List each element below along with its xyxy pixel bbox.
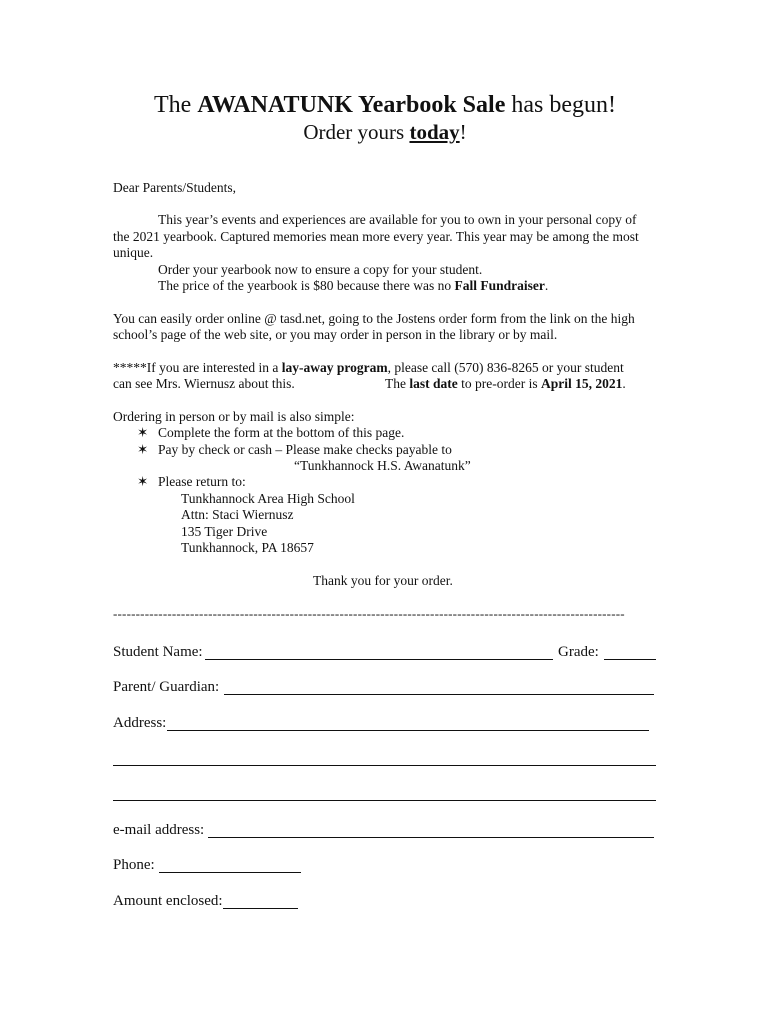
grade-label: Grade: xyxy=(558,644,599,660)
bullet-text: Please return to: xyxy=(158,474,246,489)
last-date-mid: to pre-order is xyxy=(457,376,541,391)
email-label: e-mail address: xyxy=(113,822,205,838)
intro-line-1: This year’s events and experiences are available for you to own in your personal copy of xyxy=(158,212,637,227)
layaway-line-2: can see Mrs. Wiernusz about this. xyxy=(113,376,295,391)
title-prefix: The xyxy=(154,92,198,118)
order-now-line: Order your yearbook now to ensure a copy for your student. xyxy=(158,262,483,277)
bullet-text: Complete the form at the bottom of this page. xyxy=(158,425,405,440)
address-field-line-2[interactable] xyxy=(113,765,656,766)
last-date-prefix: The xyxy=(385,376,410,391)
price-line xyxy=(158,278,548,294)
amount-enclosed-label: Amount enclosed: xyxy=(113,893,223,909)
address-field-line-3[interactable] xyxy=(113,800,656,801)
address-line: Tunkhannock, PA 18657 xyxy=(181,540,314,555)
address-label: Address: xyxy=(113,715,167,731)
address-line: Attn: Staci Wiernusz xyxy=(181,507,294,522)
payable-to: “Tunkhannock H.S. Awanatunk” xyxy=(294,458,471,473)
bullet-item xyxy=(137,442,452,458)
intro-line-2: the 2021 yearbook. Captured memories mean more every year. This year may be among the most xyxy=(113,229,639,244)
ordering-intro: Ordering in person or by mail is also simple: xyxy=(113,409,355,424)
address-line: Tunkhannock Area High School xyxy=(181,491,355,506)
last-date-label: last date xyxy=(409,376,458,391)
page-title xyxy=(0,92,770,119)
salutation: Dear Parents/Students, xyxy=(113,180,236,195)
parent-guardian-label: Parent/ Guardian: xyxy=(113,679,220,695)
intro-line-3: unique. xyxy=(113,245,154,260)
layaway-suffix: , please call (570) 836-8265 or your student xyxy=(387,360,624,375)
last-date-end: . xyxy=(622,376,626,391)
student-name-label: Student Name: xyxy=(113,644,203,660)
bullet-item xyxy=(137,425,404,441)
cut-separator: ----------------------------------------------------------------------------------------------------------------- xyxy=(113,606,625,621)
subtitle-prefix: Order yours xyxy=(303,120,410,144)
asterisk-icon: ✶ xyxy=(137,425,149,440)
email-field[interactable] xyxy=(208,837,654,838)
address-field[interactable] xyxy=(167,730,649,731)
title-suffix: has begun! xyxy=(505,92,616,118)
price-end: . xyxy=(544,278,549,293)
online-line-1: You can easily order online @ tasd.net, going to the Jostens order form from the link on the high xyxy=(113,311,635,326)
layaway-line-1 xyxy=(113,360,624,376)
bullet-item xyxy=(137,474,246,490)
title-bold: AWANATUNK Yearbook Sale xyxy=(197,92,506,118)
asterisk-icon: ✶ xyxy=(137,442,149,457)
asterisk-icon: ✶ xyxy=(137,474,149,489)
last-date-line xyxy=(385,376,626,392)
parent-guardian-field[interactable] xyxy=(224,694,654,695)
subtitle-emphasis: today xyxy=(409,120,460,144)
phone-field[interactable] xyxy=(159,872,301,873)
layaway-program: lay-away program xyxy=(281,360,388,375)
last-date-value: April 15, 2021 xyxy=(540,376,623,391)
layaway-prefix: *****If you are interested in a xyxy=(113,360,282,375)
page-subtitle xyxy=(0,120,770,145)
online-line-2: school’s page of the web site, or you may order in person in the library or by mail. xyxy=(113,327,558,342)
bullet-text: Pay by check or cash – Please make checks payable to xyxy=(158,442,452,457)
student-name-field[interactable] xyxy=(205,659,553,660)
thank-you-note: Thank you for your order. xyxy=(313,573,453,588)
amount-enclosed-field[interactable] xyxy=(223,908,298,909)
price-text: The price of the yearbook is $80 because there was no xyxy=(158,278,455,293)
grade-field[interactable] xyxy=(604,659,656,660)
subtitle-suffix: ! xyxy=(459,120,467,144)
fall-fundraiser: Fall Fundraiser xyxy=(454,278,545,293)
phone-label: Phone: xyxy=(113,857,155,873)
address-line: 135 Tiger Drive xyxy=(181,524,268,539)
